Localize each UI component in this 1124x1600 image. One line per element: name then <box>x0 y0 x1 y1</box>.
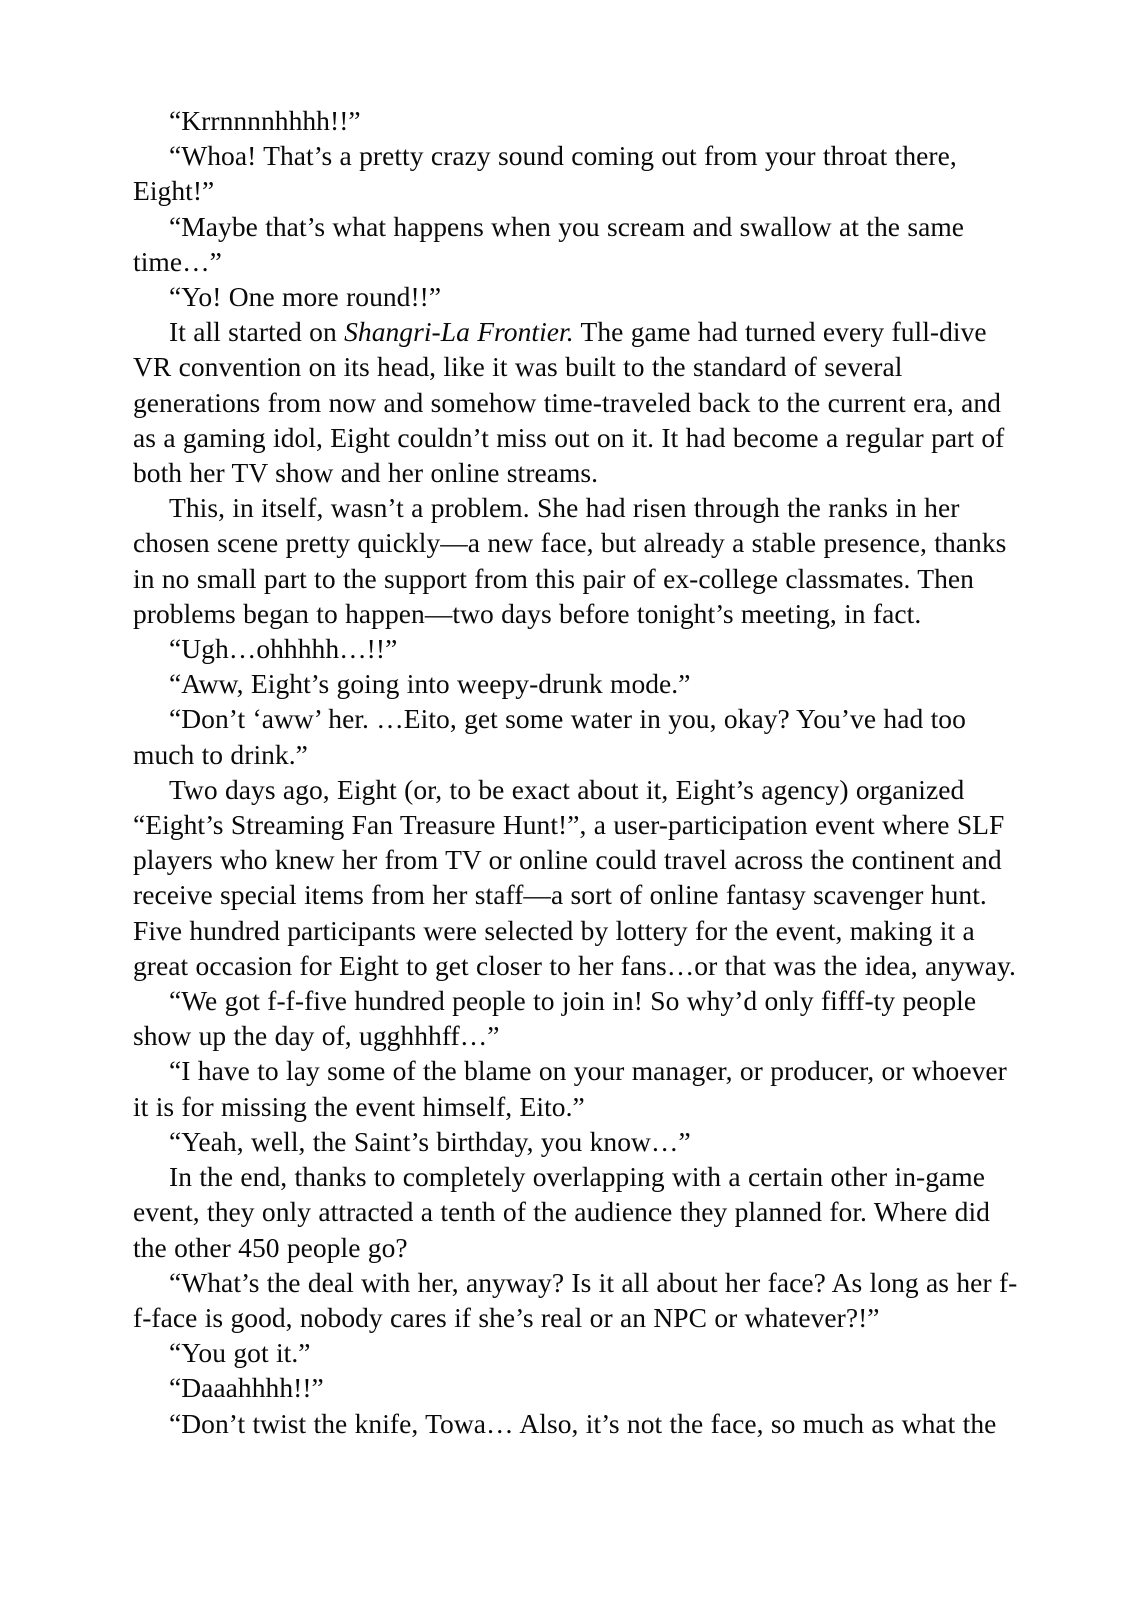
paragraph-dialogue: “Ugh…ohhhhh…!!” <box>169 633 398 665</box>
paragraph-dialogue: “Yo! One more round!!” <box>169 281 442 313</box>
game-title-italic: Shangri-La Frontier. <box>344 316 574 348</box>
paragraph-dialogue: “Don’t ‘aww’ her. …Eito, get some water in you, okay? You’ve had too much to drink.” <box>133 703 966 770</box>
paragraph-narration: This, in itself, wasn’t a problem. She had risen through the ranks in her chosen scene pretty quickly—a new face, but already a stable presence, thanks in no small part to the support from this pair of ex-college classmates. Then problems began to happen—two days before tonight’s meeting, in fact. <box>133 492 1007 629</box>
paragraph-dialogue: “We got f-f-five hundred people to join in! So why’d only fifff-ty people show up the day of, ugghhhff…” <box>133 985 977 1052</box>
paragraph-narration-title-mention <box>133 314 1028 490</box>
paragraph-dialogue: “Daaahhhh!!” <box>169 1372 324 1404</box>
paragraph-dialogue: “Whoa! That’s a pretty crazy sound coming out from your throat there, Eight!” <box>133 140 957 207</box>
paragraph-dialogue-continued: “Don’t twist the knife, Towa… Also, it’s not the face, so much as what the <box>169 1407 997 1439</box>
paragraph-narration: Two days ago, Eight (or, to be exact about it, Eight’s agency) organized “Eight’s Streaming Fan Treasure Hunt!”, a user-participation event where SLF players who knew her from TV or online could travel across the continent and receive special items from her staff—a sort of online fantasy scavenger hunt. Five hundred participants were selected by lottery for the event, making it a great occasion for Eight to get closer to her fans…or that was the idea, anyway. <box>133 773 1016 981</box>
paragraph-dialogue: “What’s the deal with her, anyway? Is it all about her face? As long as her f-f-face is good, nobody cares if she’s real or an NPC or whatever?!” <box>133 1266 1018 1333</box>
paragraph-dialogue: “I have to lay some of the blame on your manager, or producer, or whoever it is for missing the event himself, Eito.” <box>133 1055 1007 1122</box>
text-run-after-title: The game had turned every full-dive VR convention on its head, like it was built to the standard of several generations from now and somehow time-traveled back to the current era, and as a gaming idol, Eight couldn’t miss out on it. It had become a regular part of both her TV show and her online streams. <box>133 316 1005 489</box>
paragraph-narration: In the end, thanks to completely overlapping with a certain other in-game event, they only attracted a tenth of the audience they planned for. Where did the other 450 people go? <box>133 1161 990 1263</box>
text-run-before-title: It all started on <box>169 316 345 348</box>
paragraph-dialogue: “Yeah, well, the Saint’s birthday, you know…” <box>169 1125 691 1157</box>
paragraph-dialogue: “Krrnnnnhhhh!!” <box>169 105 361 136</box>
paragraph-dialogue: “Aww, Eight’s going into weepy-drunk mode.” <box>169 668 691 700</box>
page-text-body <box>133 103 1028 1441</box>
paragraph-dialogue: “Maybe that’s what happens when you scream and swallow at the same time…” <box>133 210 965 277</box>
paragraph-dialogue: “You got it.” <box>169 1337 311 1369</box>
